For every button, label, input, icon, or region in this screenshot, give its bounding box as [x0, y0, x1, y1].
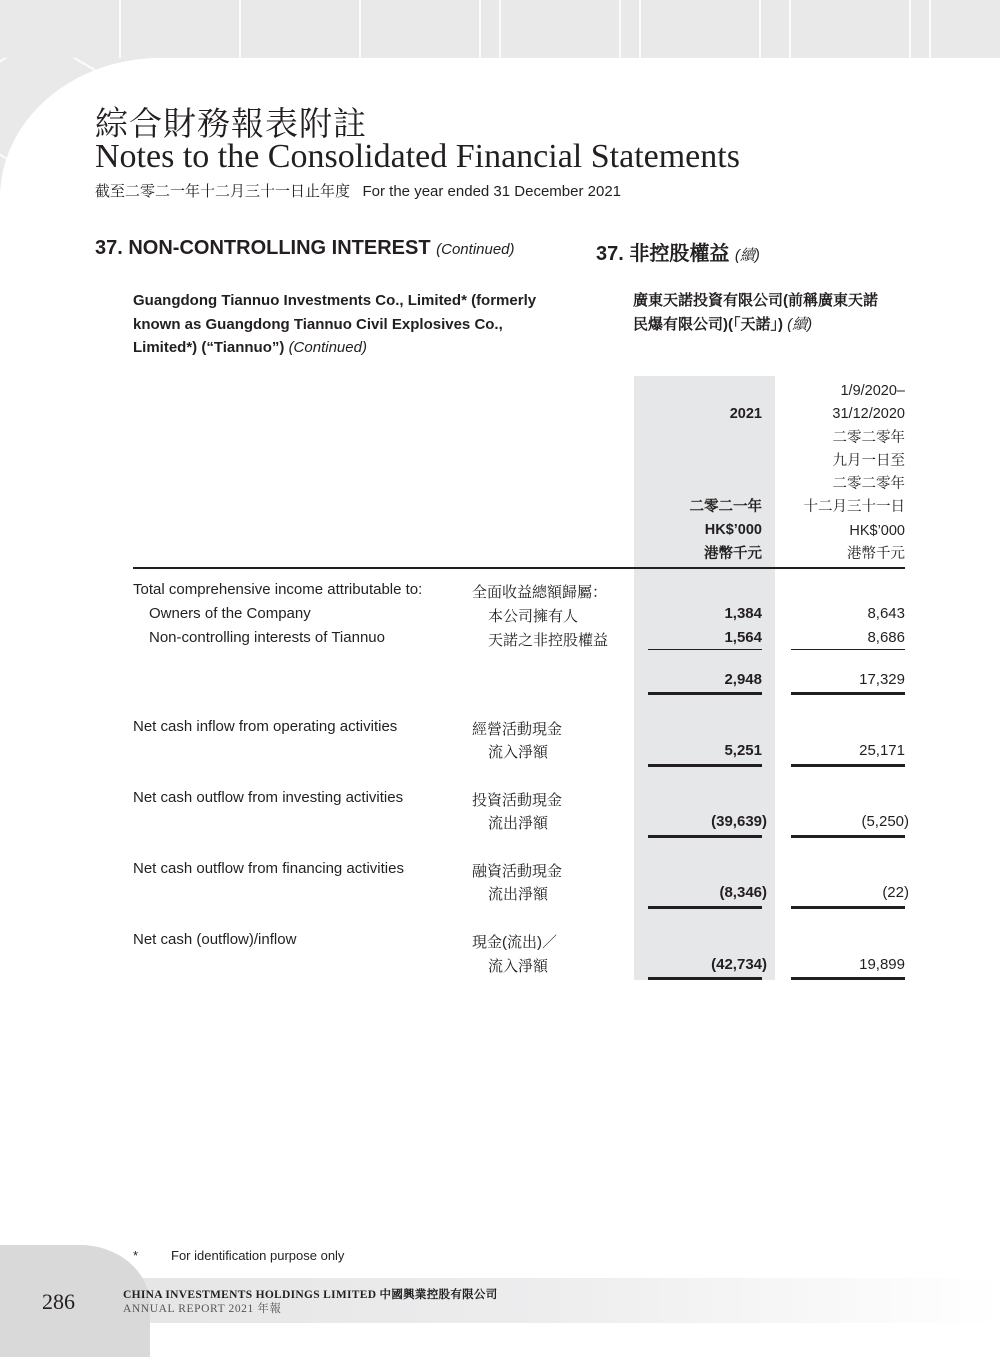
- cell-owners-2020: 8,643: [867, 605, 905, 622]
- financing-rule-2020: [791, 906, 905, 909]
- total-rule-2021: [648, 692, 762, 695]
- section-title-zh: [596, 237, 760, 266]
- col2-unit: HK$’000: [849, 522, 905, 539]
- row-label-owners-zh: 本公司擁有人: [488, 608, 579, 625]
- cell-investing-2020: (5,250): [861, 813, 909, 830]
- section-title-en-text: 37. NON-CONTROLLING INTEREST: [95, 237, 431, 259]
- subsection-en-line1: Guangdong Tiannuo Investments Co., Limited* (formerly: [133, 292, 537, 309]
- row-label-net-cash-zh1: 現金(流出)／: [472, 934, 557, 951]
- header-pattern: [0, 0, 1000, 58]
- col1-unit: HK$’000: [704, 522, 762, 539]
- page-title-en: Notes to the Consolidated Financial Statements: [95, 138, 740, 175]
- net-cash-rule-2020: [791, 977, 905, 980]
- col2-line6: 十二月三十一日: [803, 499, 905, 516]
- page-title-zh: 綜合財務報表附註: [95, 104, 367, 143]
- subsection-zh-line1: 廣東天諾投資有限公司(前稱廣東天諾: [633, 292, 878, 309]
- period-line: 截至二零二一年十二月三十一日止年度 For the year ended 31 December 2021: [95, 183, 621, 200]
- subsection-title-en: [133, 289, 583, 360]
- row-label-nci: Non-controlling interests of Tiannuo: [149, 629, 385, 646]
- section-continued-en: (Continued): [436, 241, 515, 258]
- row-label-financing-zh1: 融資活動現金: [472, 863, 563, 880]
- subsection-continued-zh: (續): [787, 315, 813, 333]
- subtotal-rule-2020: [791, 649, 905, 650]
- row-label-financing-zh2: 流出淨額: [488, 886, 549, 903]
- operating-rule-2021: [648, 764, 762, 767]
- cell-investing-2021: (39,639): [711, 813, 767, 830]
- column-header-2020: [780, 380, 905, 566]
- subtotal-rule-2021: [648, 649, 762, 650]
- cell-nci-2020: 8,686: [867, 629, 905, 646]
- col1-year: 2021: [729, 406, 762, 422]
- row-label-financing: Net cash outflow from financing activities: [133, 860, 404, 877]
- col2-line2: 31/12/2020: [832, 406, 905, 423]
- row-label-net-cash-zh2: 流入淨額: [488, 958, 549, 975]
- operating-rule-2020: [791, 764, 905, 767]
- page-number: 286: [42, 1289, 75, 1314]
- cell-total-2021: 2,948: [724, 671, 762, 688]
- row-label-owners: Owners of the Company: [149, 605, 311, 622]
- row-label-operating: Net cash inflow from operating activities: [133, 718, 398, 735]
- col1-year-zh: 二零二一年: [689, 499, 762, 516]
- financing-rule-2021: [648, 906, 762, 909]
- footnote-marker: *: [133, 1248, 139, 1263]
- cell-financing-2020: (22): [882, 884, 909, 901]
- cell-financing-2021: (8,346): [719, 884, 767, 901]
- cell-net-cash-2021: (42,734): [711, 956, 767, 973]
- subsection-continued-en: (Continued): [288, 339, 367, 356]
- header-rule: [133, 567, 905, 569]
- investing-rule-2021: [648, 835, 762, 838]
- footer-company: CHINA INVESTMENTS HOLDINGS LIMITED 中國興業控股有限公司: [123, 1289, 498, 1301]
- col2-line4: 九月一日至: [832, 452, 905, 469]
- cell-net-cash-2020: 19,899: [859, 956, 905, 973]
- net-cash-rule-2021: [648, 977, 762, 980]
- total-rule-2020: [791, 692, 905, 695]
- cell-operating-2020: 25,171: [859, 742, 905, 759]
- footnote-text: For identification purpose only: [171, 1248, 345, 1263]
- investing-rule-2020: [791, 835, 905, 838]
- col2-line5: 二零二零年: [832, 476, 905, 493]
- cell-total-2020: 17,329: [859, 671, 905, 688]
- subsection-title-zh: [633, 289, 923, 336]
- row-label-investing-zh1: 投資活動現金: [472, 792, 563, 809]
- col2-line3: 二零二零年: [832, 429, 905, 446]
- section-title-zh-text: 37. 非控股權益: [596, 243, 730, 265]
- col2-line1: 1/9/2020–: [840, 383, 905, 399]
- row-label-operating-zh1: 經營活動現金: [472, 721, 563, 738]
- row-label-tci: Total comprehensive income attributable to:: [133, 581, 423, 598]
- section-title-en: [95, 237, 515, 260]
- row-label-nci-zh: 天諾之非控股權益: [488, 632, 609, 649]
- column-header-2021: [634, 403, 762, 566]
- row-label-investing: Net cash outflow from investing activities: [133, 789, 404, 806]
- footer-report: ANNUAL REPORT 2021 年報: [123, 1303, 282, 1315]
- cell-operating-2021: 5,251: [724, 742, 762, 759]
- subsection-zh-line2: 民爆有限公司)(「天諾」): [633, 315, 783, 333]
- subsection-en-line2: known as Guangdong Tiannuo Civil Explosives Co.,: [133, 315, 503, 333]
- row-label-tci-zh: 全面收益總額歸屬：: [472, 584, 608, 601]
- section-continued-zh: (續): [734, 247, 760, 264]
- col1-unit-zh: 港幣千元: [704, 545, 762, 562]
- cell-nci-2021: 1,564: [724, 629, 762, 646]
- row-label-operating-zh2: 流入淨額: [488, 744, 549, 761]
- row-label-investing-zh2: 流出淨額: [488, 815, 549, 832]
- cell-owners-2021: 1,384: [724, 605, 762, 622]
- col2-unit-zh: 港幣千元: [847, 546, 905, 563]
- subsection-en-line3: Limited*) (“Tiannuo”): [133, 339, 285, 356]
- row-label-net-cash: Net cash (outflow)/inflow: [133, 931, 297, 948]
